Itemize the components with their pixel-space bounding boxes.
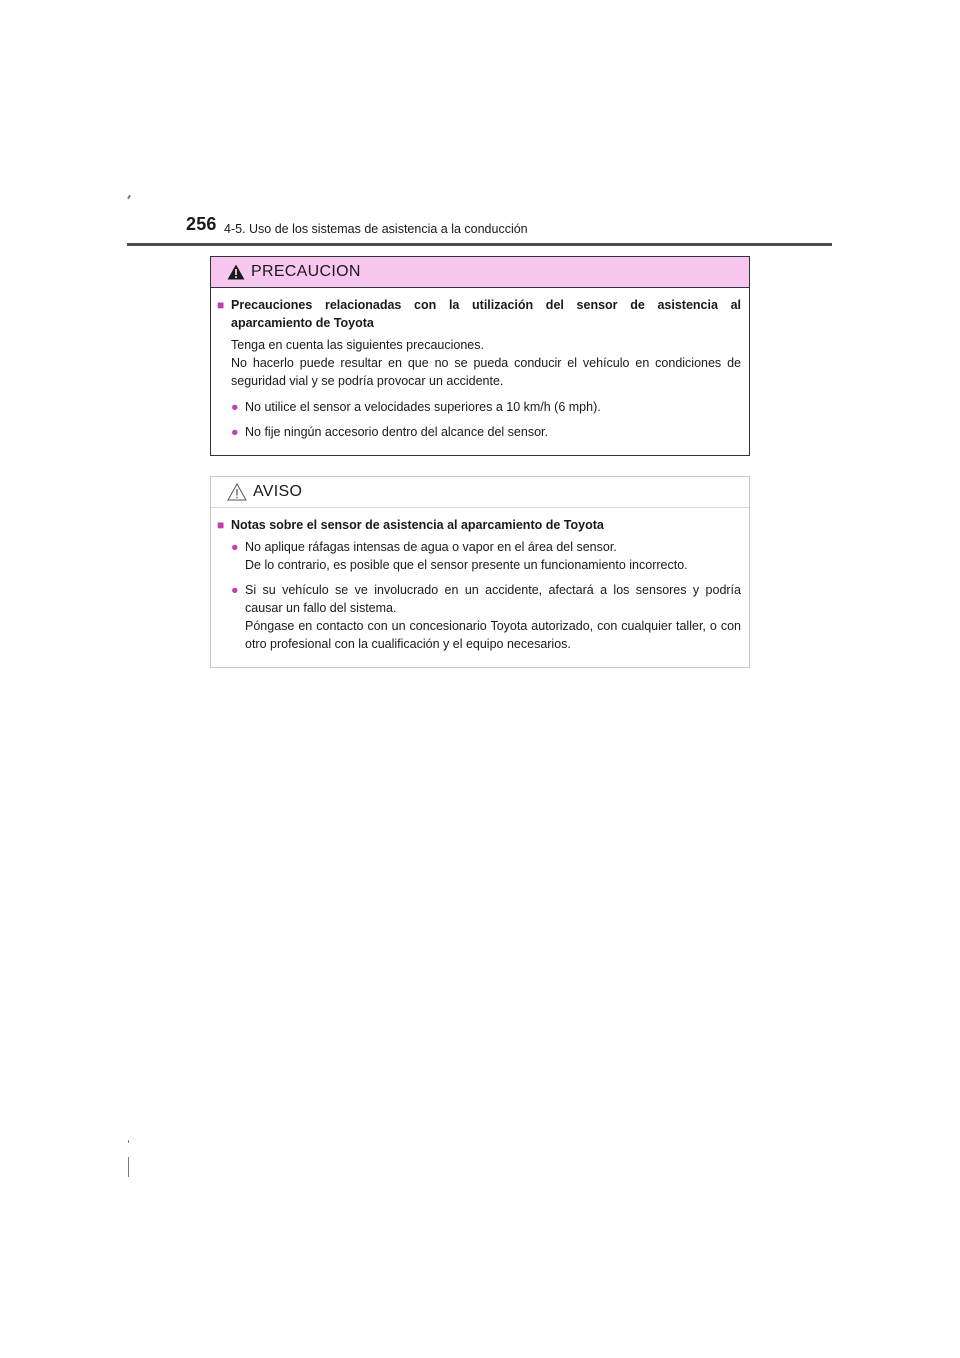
notice-bullet-line: Póngase en contacto con un concesionario Toyota autorizado, con cualquier taller, o con otro profesional con la cualificación y el equipo necesarios. (245, 619, 741, 651)
circle-bullet-icon: ● (231, 583, 239, 597)
notice-bullet-text (245, 538, 741, 574)
caution-heading-text: Precauciones relacionadas con la utilización del sensor de asistencia al aparcamiento de Toyota (231, 298, 741, 330)
crop-mark (127, 195, 131, 199)
caution-label: PRECAUCION (251, 263, 361, 280)
notice-bullet-text (245, 581, 741, 653)
circle-bullet-icon: ● (231, 540, 239, 554)
caution-paragraph-line: No hacerlo puede resultar en que no se pueda conducir el vehículo en condiciones de seguridad vial y se podría provocar un accidente. (231, 356, 741, 388)
caution-header (211, 257, 749, 288)
caution-body (211, 288, 749, 441)
caution-paragraph-line: Tenga en cuenta las siguientes precauciones. (231, 338, 484, 352)
caution-heading (217, 296, 741, 332)
caution-box (210, 256, 750, 456)
notice-heading (217, 516, 741, 534)
circle-bullet-icon: ● (231, 425, 239, 439)
caution-bullet (231, 398, 741, 416)
notice-bullet (231, 538, 741, 574)
notice-bullet (231, 581, 741, 653)
notice-bullet-line: No aplique ráfagas intensas de agua o vapor en el área del sensor. (245, 540, 617, 554)
page-number: 256 (186, 214, 217, 234)
warning-triangle-filled-icon (227, 264, 245, 280)
crop-mark (128, 1157, 129, 1177)
notice-bullet-line: De lo contrario, es posible que el sensor presente un funcionamiento incorrecto. (245, 558, 688, 572)
chapter-title: 4-5. Uso de los sistemas de asistencia a la conducción (224, 222, 528, 236)
notice-bullet-line: Si su vehículo se ve involucrado en un accidente, afectará a los sensores y podría causar un fallo del sistema. (245, 583, 741, 615)
notice-box (210, 476, 750, 668)
square-bullet-icon: ■ (217, 298, 225, 312)
caution-bullet-text: No fije ningún accesorio dentro del alcance del sensor. (245, 425, 548, 439)
notice-header (211, 477, 749, 508)
notice-label: AVISO (253, 483, 303, 500)
notice-heading-text: Notas sobre el sensor de asistencia al aparcamiento de Toyota (231, 518, 604, 532)
header-rule (127, 243, 832, 246)
caution-bullet-text: No utilice el sensor a velocidades superiores a 10 km/h (6 mph). (245, 400, 601, 414)
warning-triangle-outline-icon (227, 483, 247, 501)
square-bullet-icon: ■ (217, 518, 225, 532)
caution-bullet (231, 423, 741, 441)
crop-mark (128, 1140, 129, 1143)
circle-bullet-icon: ● (231, 400, 239, 414)
notice-body (211, 508, 749, 653)
